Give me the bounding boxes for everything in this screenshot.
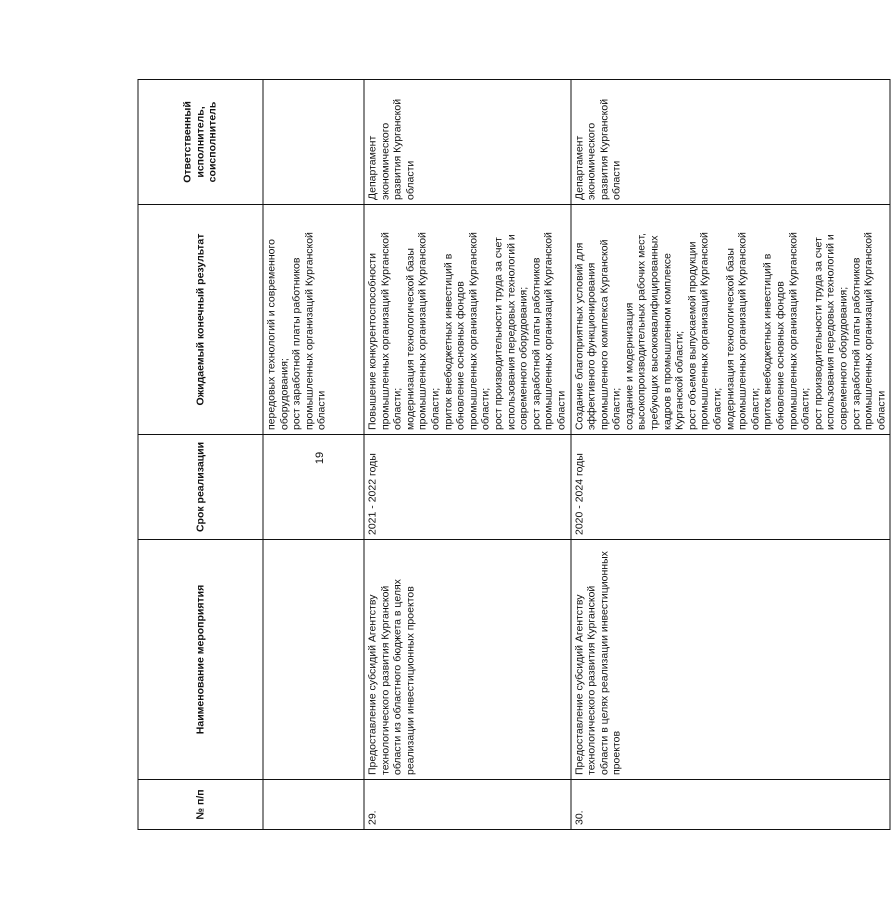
result-line: приток внебюджетных инвестиций в обновление основных фондов промышленных организаций Курганской области; — [761, 232, 812, 430]
header-name: Наименование мероприятия — [138, 540, 263, 780]
result-line: рост объемов выпускаемой продукции промышленных организаций Курганской области; — [686, 232, 724, 430]
rotated-table-container — [138, 80, 888, 830]
page-number: 19 — [314, 451, 326, 465]
cell-num: 30. — [571, 780, 891, 830]
result-line: модернизация технологической базы промышленных организаций Курганской области; — [724, 232, 762, 430]
cell-num — [263, 780, 364, 830]
header-responsible: Ответственный исполнитель, соисполнитель — [138, 80, 263, 205]
cell-term — [263, 435, 364, 540]
result-line: Создание благоприятных условий для эффективного функционирования промышленного комплекса Курганской области; — [573, 239, 623, 430]
header-result: Ожидаемый конечный результат — [138, 205, 263, 435]
result-line: рост производительности труда за счет использования передовых технологий и современного оборудования; — [492, 234, 530, 430]
table-row-continuation — [263, 80, 364, 830]
cell-responsible: Департамент экономического развития Курганской области — [364, 80, 571, 205]
result-line: Повышение конкурентоспособности промышленных организаций Курганской области; — [366, 232, 404, 430]
cell-name — [263, 540, 364, 780]
cell-result — [364, 205, 571, 435]
cell-term: 2021 - 2022 годы — [364, 435, 571, 540]
cell-responsible: Департамент экономического развития Курганской области — [571, 80, 891, 205]
result-line: рост заработной платы работников промышленных организаций Курганской области — [530, 232, 568, 430]
cell-result — [263, 205, 364, 435]
result-line: модернизация технологической базы промышленных организаций Курганской области; — [404, 232, 442, 430]
table-row — [571, 80, 891, 830]
table-row — [364, 80, 571, 830]
result-line: рост заработной платы работников промышленных организаций Курганской области — [290, 232, 328, 430]
measures-table — [138, 79, 891, 830]
header-row — [138, 80, 263, 830]
result-line: рост производительности труда за счет использования передовых технологий и современного оборудования; — [812, 234, 850, 430]
cell-name: Предоставление субсидий Агентству технологического развития Курганской области из областного бюджета в целях реализации инвестиционных проектов — [364, 540, 571, 780]
cell-result — [571, 205, 891, 435]
result-line: рост заработной платы работников промышленных организаций Курганской области — [850, 232, 888, 430]
header-term: Срок реализации — [138, 435, 263, 540]
result-line: передовых технологий и современного оборудования; — [265, 239, 291, 430]
header-num: № п/п — [138, 780, 263, 830]
cell-name: Предоставление субсидий Агентству технологического развития Курганской области в целях реализации инвестиционных проектов — [571, 540, 891, 780]
cell-term: 2020 - 2024 годы — [571, 435, 891, 540]
result-line: создание и модернизация высокопроизводительных рабочих мест, требующих высококвалифицированных кадров в промышленном комплексе Курганской области; — [623, 233, 686, 430]
cell-num: 29. — [364, 780, 571, 830]
result-line: приток внебюджетных инвестиций в обновление основных фондов промышленных организаций Курганской области; — [442, 232, 492, 430]
cell-responsible — [263, 80, 364, 205]
